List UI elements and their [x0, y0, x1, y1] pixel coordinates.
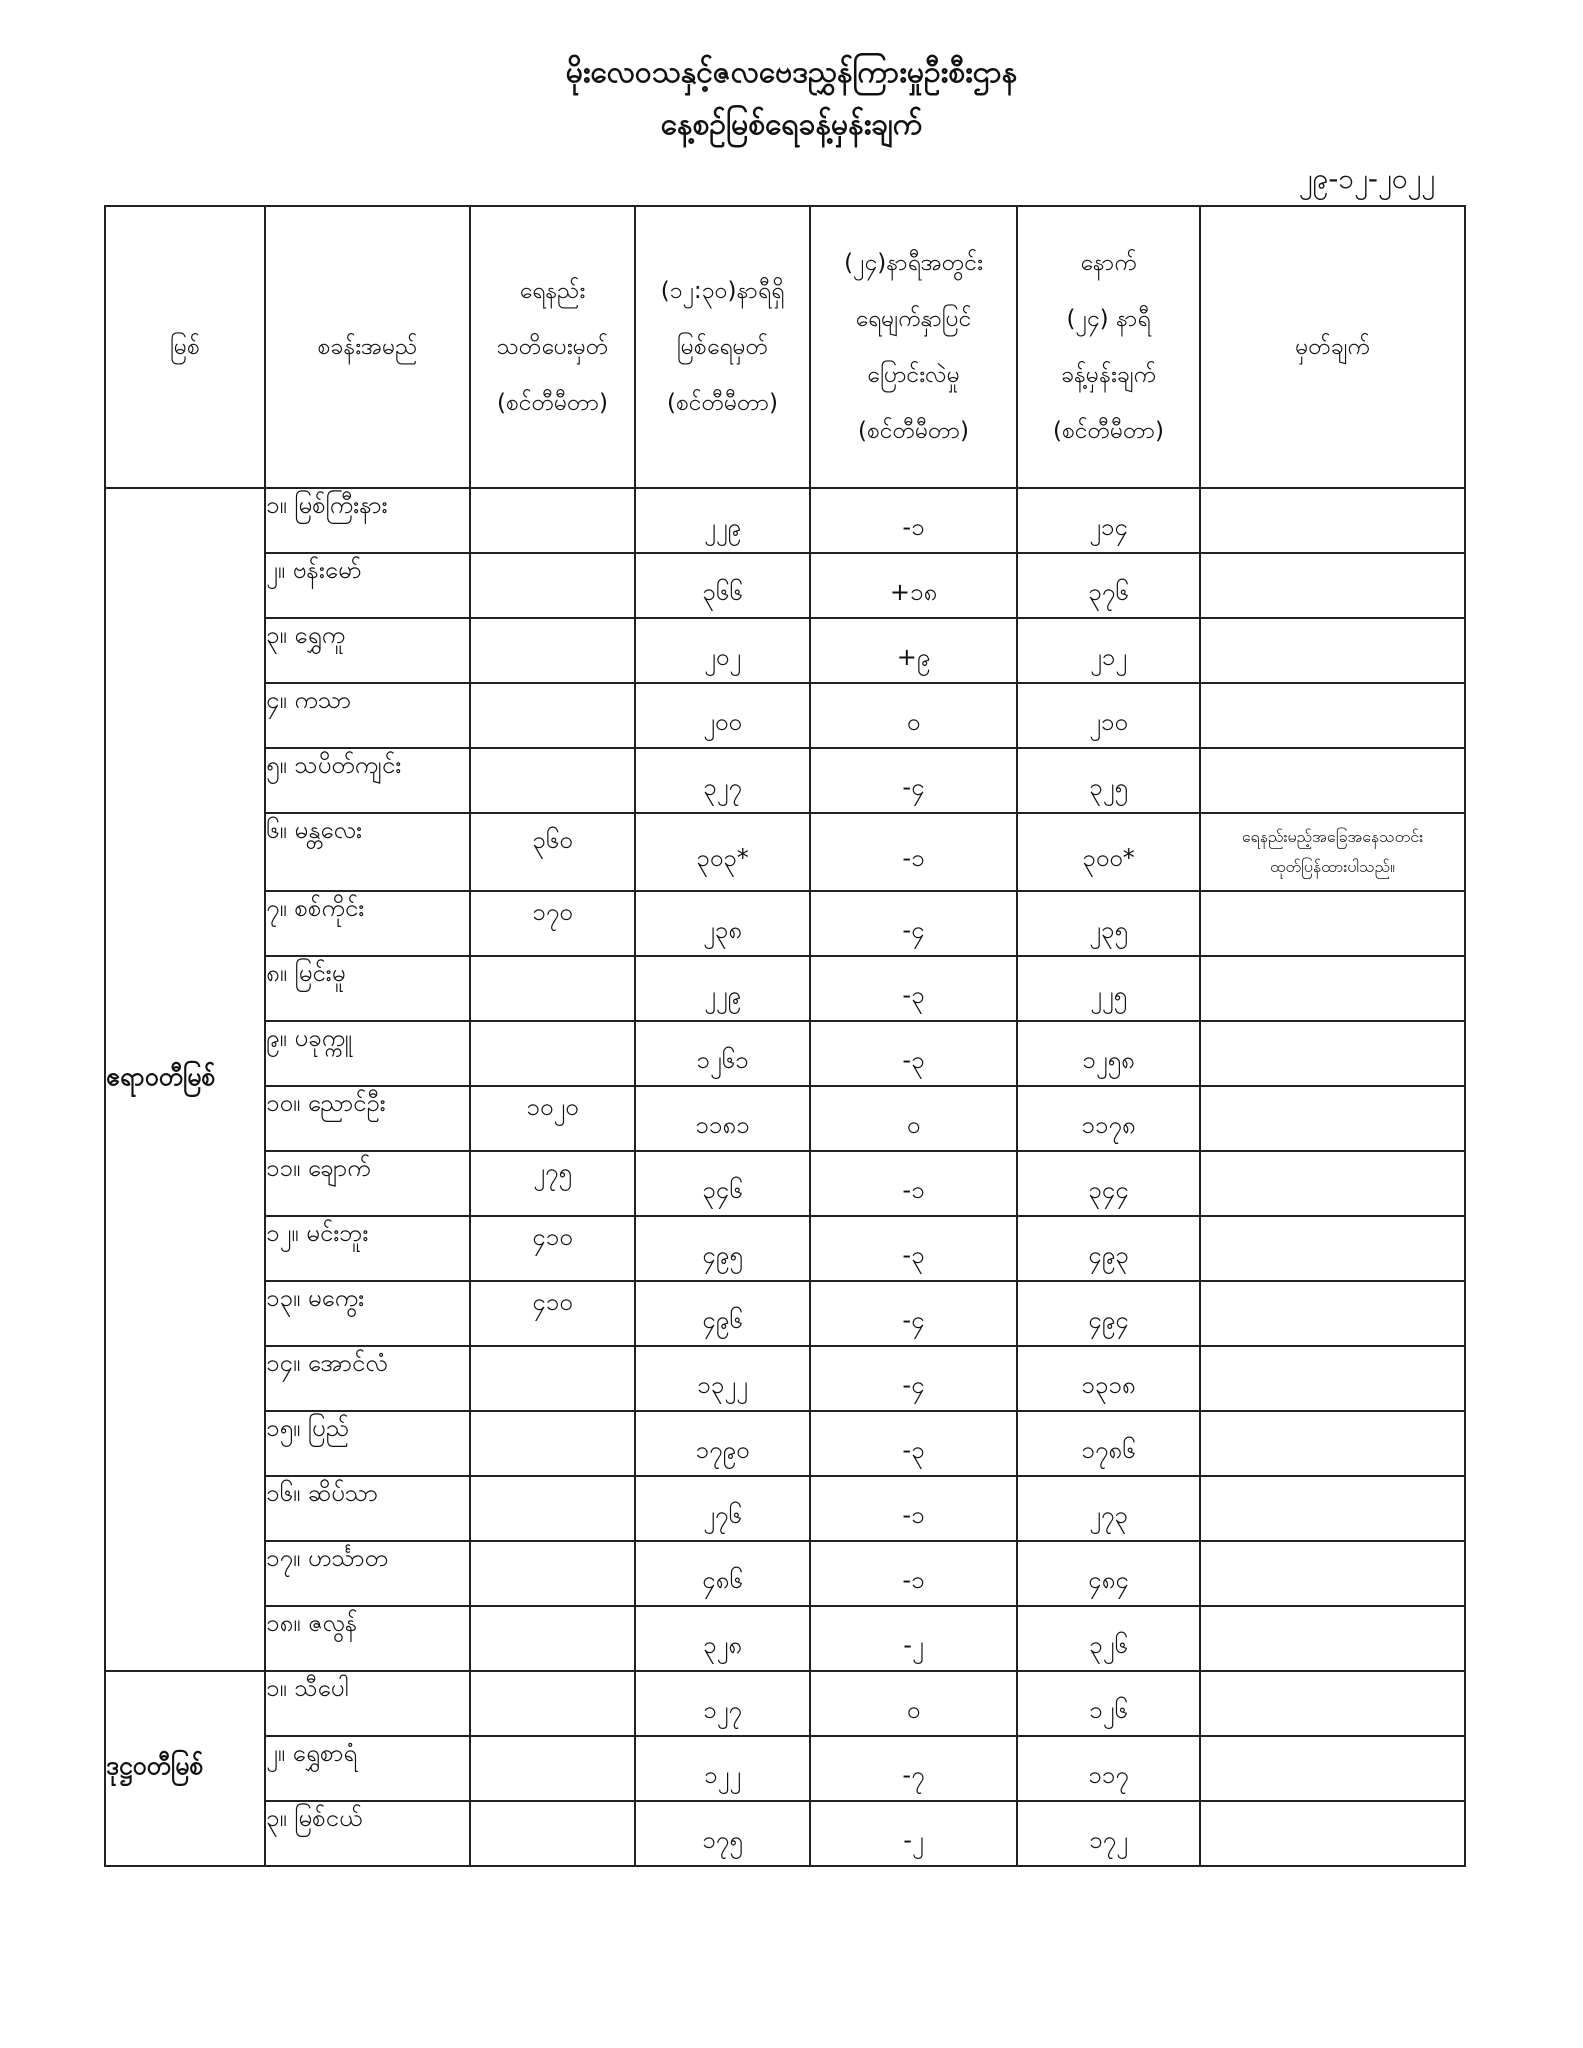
station-name: ၇။ စစ်ကိုင်း: [265, 891, 470, 956]
remark: [1200, 1411, 1465, 1476]
column-header-line: (စင်တီမီတာ): [1052, 418, 1165, 444]
level-change-cell: [810, 683, 1017, 748]
report-date: ၂၉-၁၂-၂၀၂၂: [1298, 162, 1435, 195]
station-name: ၆။ မန္တလေး: [265, 813, 470, 891]
remark: [1200, 553, 1465, 618]
forecast-level: ၃၂၅: [1089, 772, 1128, 801]
table-row: [105, 488, 1465, 553]
table-row: [105, 1606, 1465, 1671]
river-forecast-table: [104, 205, 1466, 1867]
level-change-cell: [810, 1281, 1017, 1346]
forecast-level: ၂၇၃: [1089, 1500, 1128, 1529]
observed-level-cell: [635, 1736, 810, 1801]
level-change-cell: [810, 1021, 1017, 1086]
level-change: ၀: [906, 1695, 921, 1724]
forecast-level-cell: [1017, 1216, 1200, 1281]
level-change-cell: [810, 1411, 1017, 1476]
low-warning-level-cell: [470, 1476, 635, 1541]
remark: [1200, 683, 1465, 748]
forecast-level-cell: [1017, 891, 1200, 956]
remark: [1200, 813, 1465, 891]
remark: [1200, 1216, 1465, 1281]
station-name: ၁၅။ ပြည်: [265, 1411, 470, 1476]
observed-level-cell: [635, 1606, 810, 1671]
column-header-low-warning-level: [470, 206, 635, 488]
level-change-cell: [810, 1736, 1017, 1801]
observed-level: ၄၉၆: [702, 1305, 743, 1334]
low-warning-level: ၄၁၀: [532, 1222, 573, 1251]
low-warning-level-cell: [470, 1216, 635, 1281]
observed-level-cell: [635, 1086, 810, 1151]
observed-level-cell: [635, 1151, 810, 1216]
forecast-level: ၃၄၄: [1088, 1175, 1129, 1204]
observed-level: ၄၉၅: [702, 1240, 743, 1269]
observed-level: ၁၂၆၁: [696, 1045, 749, 1074]
station-name: ၁၂။ မင်းဘူး: [265, 1216, 470, 1281]
level-change: -၄: [902, 772, 925, 801]
table-row: [105, 1281, 1465, 1346]
observed-level-cell: [635, 1281, 810, 1346]
table-row: [105, 1021, 1465, 1086]
remark-line: ထုတ်ပြန်ထားပါသည်။: [1270, 857, 1395, 876]
level-change: ၀: [906, 707, 921, 736]
level-change-cell: [810, 1086, 1017, 1151]
forecast-level-cell: [1017, 553, 1200, 618]
station-name: ၉။ ပခုက္ကူ: [265, 1021, 470, 1086]
forecast-level-cell: [1017, 813, 1200, 891]
observed-level-cell: [635, 748, 810, 813]
agency-title: မိုးလေဝသနှင့်ဇလဗေဒညွှန်ကြားမှုဦးစီးဌာန: [565, 55, 1018, 90]
observed-level-cell: [635, 1346, 810, 1411]
forecast-level-cell: [1017, 1021, 1200, 1086]
column-header-level-change: [810, 206, 1017, 488]
low-warning-level-cell: [470, 1151, 635, 1216]
low-warning-level: ၁၇၀: [532, 897, 573, 926]
level-change-cell: [810, 1346, 1017, 1411]
forecast-level: ၄၈၄: [1088, 1565, 1129, 1594]
remark: [1200, 1086, 1465, 1151]
forecast-level-cell: [1017, 1281, 1200, 1346]
observed-level-cell: [635, 618, 810, 683]
forecast-level-cell: [1017, 683, 1200, 748]
forecast-level-cell: [1017, 1151, 1200, 1216]
level-change: -၃: [902, 980, 925, 1009]
level-change: -၂: [903, 1825, 924, 1854]
remark: [1200, 1151, 1465, 1216]
level-change-cell: [810, 748, 1017, 813]
table-row: [105, 1151, 1465, 1216]
table-row: [105, 1541, 1465, 1606]
station-name: ၁၄။ အောင်လံ: [265, 1346, 470, 1411]
column-header-line: (၂၄)နာရီအတွင်း: [844, 250, 983, 276]
forecast-level-cell: [1017, 1541, 1200, 1606]
observed-level: ၂၀၀: [703, 707, 742, 736]
observed-level: ၃၀၃*: [696, 844, 749, 872]
level-change-cell: [810, 956, 1017, 1021]
station-name: ၃။ မြစ်ငယ်: [265, 1801, 470, 1866]
observed-level: ၄၈၆: [702, 1565, 743, 1594]
low-warning-level-cell: [470, 1281, 635, 1346]
forecast-level: ၁၁၇၈: [1081, 1110, 1136, 1139]
table-row: [105, 1411, 1465, 1476]
low-warning-level-cell: [470, 618, 635, 683]
station-name: ၅။ သပိတ်ကျင်း: [265, 748, 470, 813]
low-warning-level-cell: [470, 891, 635, 956]
observed-level-cell: [635, 1411, 810, 1476]
table-row: [105, 1671, 1465, 1736]
level-change-cell: [810, 891, 1017, 956]
column-header-line: (၁၂:၃၀)နာရီရှိ: [660, 278, 785, 304]
observed-level-cell: [635, 683, 810, 748]
remark-line: ရေနည်းမည့်အခြေအနေသတင်း: [1241, 827, 1424, 846]
remark: [1200, 488, 1465, 553]
low-warning-level-cell: [470, 956, 635, 1021]
column-header-remarks: [1200, 206, 1465, 488]
station-name: ၃။ ရွှေကူ: [265, 618, 470, 683]
level-change: +၉: [896, 642, 931, 671]
column-header-line: ရေနည်း: [519, 278, 586, 304]
forecast-level: ၃၇၆: [1088, 577, 1129, 606]
observed-level-cell: [635, 1671, 810, 1736]
remark: [1200, 1346, 1465, 1411]
remark: [1200, 1281, 1465, 1346]
forecast-level: ၂၁၄: [1089, 512, 1128, 541]
forecast-level-cell: [1017, 618, 1200, 683]
forecast-level: ၁၂၅၈: [1082, 1045, 1135, 1074]
level-change: -၃: [902, 1435, 925, 1464]
forecast-level: ၁၃၁၈: [1081, 1370, 1136, 1399]
observed-level: ၃၂၇: [703, 772, 742, 801]
level-change: -၁: [902, 844, 925, 872]
forecast-level-cell: [1017, 956, 1200, 1021]
station-name: ၁၆။ ဆိပ်သာ: [265, 1476, 470, 1541]
forecast-level-cell: [1017, 1411, 1200, 1476]
table-row: [105, 1801, 1465, 1866]
river-name: ဧရာဝတီမြစ်: [105, 488, 265, 1671]
low-warning-level-cell: [470, 553, 635, 618]
table-row: [105, 1476, 1465, 1541]
observed-level: ၁၂၂: [703, 1760, 742, 1789]
observed-level: ၁၇၉၀: [695, 1435, 750, 1464]
column-header-line: သတိပေးမှတ်: [496, 334, 609, 360]
column-header-line: မှတ်ချက်: [1295, 334, 1370, 360]
observed-level-cell: [635, 813, 810, 891]
column-header-line: ခန့်မှန်းချက်: [1061, 362, 1156, 388]
remark: [1200, 1671, 1465, 1736]
observed-level: ၂၇၆: [703, 1500, 742, 1529]
observed-level-cell: [635, 1541, 810, 1606]
observed-level: ၂၀၂: [703, 642, 742, 671]
level-change: -၂: [903, 1630, 924, 1659]
column-header-line: (စင်တီမီတာ): [496, 390, 609, 416]
forecast-level: ၄၉၃: [1088, 1240, 1129, 1269]
low-warning-level-cell: [470, 1541, 635, 1606]
level-change: -၃: [902, 1240, 925, 1269]
level-change: -၁: [902, 1175, 925, 1204]
station-name: ၄။ ကသာ: [265, 683, 470, 748]
station-name: ၈။ မြင်းမူ: [265, 956, 470, 1021]
table-row: [105, 1346, 1465, 1411]
table-row: [105, 891, 1465, 956]
observed-level-cell: [635, 1216, 810, 1281]
observed-level: ၁၁၈၁: [695, 1110, 750, 1139]
level-change: -၁: [902, 1565, 925, 1594]
column-header-station-name: [265, 206, 470, 488]
level-change-cell: [810, 1541, 1017, 1606]
column-header-line: ပြောင်းလဲမှု: [867, 362, 960, 388]
forecast-level-cell: [1017, 488, 1200, 553]
column-header-river: [105, 206, 265, 488]
low-warning-level-cell: [470, 1411, 635, 1476]
observed-level: ၃၆၆: [702, 577, 743, 606]
station-name: ၁၈။ ဇလွန်: [265, 1606, 470, 1671]
column-header-line: ရေမျက်နှာပြင်: [855, 306, 972, 332]
observed-level: ၂၃၈: [703, 915, 742, 944]
level-change-cell: [810, 1801, 1017, 1866]
level-change: +၁၈: [889, 577, 938, 606]
forecast-level: ၂၂၅: [1089, 980, 1128, 1009]
observed-level-cell: [635, 1476, 810, 1541]
low-warning-level-cell: [470, 1021, 635, 1086]
river-name: ဒုဋ္ဌဝတီမြစ်: [105, 1671, 265, 1866]
remark: [1200, 956, 1465, 1021]
report-title: နေ့စဉ်မြစ်ရေခန့်မှန်းချက်: [660, 107, 923, 142]
level-change-cell: [810, 1476, 1017, 1541]
level-change-cell: [810, 1216, 1017, 1281]
remark: [1200, 1541, 1465, 1606]
station-name: ၁၇။ ဟင်္သာတ: [265, 1541, 470, 1606]
observed-level: ၃၂၈: [703, 1630, 742, 1659]
column-header-forecast-level: [1017, 206, 1200, 488]
station-name: ၁၀။ ညောင်ဦး: [265, 1086, 470, 1151]
observed-level-cell: [635, 488, 810, 553]
remark: [1200, 748, 1465, 813]
column-header-observed-level: [635, 206, 810, 488]
observed-level: ၂၂၉: [703, 512, 742, 541]
level-change-cell: [810, 1671, 1017, 1736]
forecast-level-cell: [1017, 1736, 1200, 1801]
forecast-level: ၃၀၀*: [1082, 844, 1135, 872]
forecast-level: ၁၇၂: [1089, 1825, 1128, 1854]
level-change-cell: [810, 488, 1017, 553]
forecast-level: ၂၃၅: [1089, 915, 1128, 944]
observed-level: ၁၇၅: [702, 1825, 743, 1854]
forecast-level-cell: [1017, 748, 1200, 813]
table-row: [105, 748, 1465, 813]
observed-level: ၃၄၆: [702, 1175, 743, 1204]
remark: [1200, 1736, 1465, 1801]
level-change: -၃: [902, 1045, 925, 1074]
low-warning-level-cell: [470, 1606, 635, 1671]
station-name: ၁၁။ ချောက်: [265, 1151, 470, 1216]
column-header-line: (၂၄) နာရီ: [1066, 306, 1151, 332]
forecast-level-cell: [1017, 1346, 1200, 1411]
station-name: ၁၃။ မကွေး: [265, 1281, 470, 1346]
table-row: [105, 683, 1465, 748]
observed-level-cell: [635, 1021, 810, 1086]
table-row: [105, 1216, 1465, 1281]
observed-level: ၁၃၂၂: [697, 1370, 748, 1399]
station-name: ၁။ မြစ်ကြီးနား: [265, 488, 470, 553]
level-change: -၄: [902, 1370, 925, 1399]
low-warning-level-cell: [470, 1671, 635, 1736]
low-warning-level-cell: [470, 488, 635, 553]
level-change-cell: [810, 618, 1017, 683]
forecast-level-cell: [1017, 1606, 1200, 1671]
forecast-level: ၃၂၆: [1089, 1630, 1128, 1659]
remark: [1200, 1606, 1465, 1671]
station-name: ၂။ ဗန်းမော်: [265, 553, 470, 618]
remark: [1200, 1021, 1465, 1086]
remark: [1200, 1801, 1465, 1866]
forecast-level-cell: [1017, 1086, 1200, 1151]
forecast-level-cell: [1017, 1476, 1200, 1541]
observed-level-cell: [635, 956, 810, 1021]
low-warning-level: ၄၁၀: [532, 1287, 573, 1316]
low-warning-level-cell: [470, 748, 635, 813]
low-warning-level-cell: [470, 1801, 635, 1866]
level-change-cell: [810, 813, 1017, 891]
low-warning-level-cell: [470, 1736, 635, 1801]
observed-level-cell: [635, 891, 810, 956]
column-header-line: စခန်းအမည်: [317, 334, 418, 360]
station-name: ၂။ ရွှေစာရံ: [265, 1736, 470, 1801]
column-header-line: နောက်: [1080, 250, 1137, 276]
level-change: ၀: [906, 1110, 921, 1139]
forecast-level: ၁၁၇: [1088, 1760, 1129, 1789]
observed-level: ၁၂၇: [703, 1695, 742, 1724]
low-warning-level-cell: [470, 1086, 635, 1151]
observed-level-cell: [635, 1801, 810, 1866]
level-change: -၄: [902, 1305, 925, 1334]
low-warning-level: ၃၆၀: [532, 826, 573, 854]
column-header-line: (စင်တီမီတာ): [666, 390, 779, 416]
remark: [1200, 1476, 1465, 1541]
table-row: [105, 1086, 1465, 1151]
level-change: -၁: [902, 512, 925, 541]
forecast-level-cell: [1017, 1671, 1200, 1736]
forecast-level: ၂၁၀: [1089, 707, 1128, 736]
column-header-line: မြစ်: [170, 334, 200, 360]
column-header-line: မြစ်ရေမှတ်: [676, 334, 769, 360]
table-row: [105, 553, 1465, 618]
level-change-cell: [810, 1606, 1017, 1671]
table-row: [105, 1736, 1465, 1801]
level-change: -၄: [902, 915, 925, 944]
forecast-level: ၁၇၈၆: [1081, 1435, 1136, 1464]
forecast-level: ၄၉၄: [1088, 1305, 1129, 1334]
level-change: -၁: [902, 1500, 925, 1529]
low-warning-level-cell: [470, 1346, 635, 1411]
table-row: [105, 618, 1465, 683]
column-header-line: (စင်တီမီတာ): [857, 418, 970, 444]
forecast-level: ၁၂၆: [1089, 1695, 1128, 1724]
level-change-cell: [810, 1151, 1017, 1216]
table-header-row: [105, 206, 1465, 488]
table-row: [105, 813, 1465, 891]
remark: [1200, 618, 1465, 683]
observed-level-cell: [635, 553, 810, 618]
observed-level: ၂၂၉: [703, 980, 742, 1009]
low-warning-level-cell: [470, 813, 635, 891]
level-change-cell: [810, 553, 1017, 618]
level-change: -၇: [902, 1760, 925, 1789]
remark: [1200, 891, 1465, 956]
low-warning-level: ၂၇၅: [533, 1157, 572, 1186]
table-row: [105, 956, 1465, 1021]
forecast-level-cell: [1017, 1801, 1200, 1866]
station-name: ၁။ သီပေါ: [265, 1671, 470, 1736]
forecast-level: ၂၁၂: [1089, 642, 1128, 671]
low-warning-level: ၁၀၂၀: [526, 1092, 579, 1121]
low-warning-level-cell: [470, 683, 635, 748]
